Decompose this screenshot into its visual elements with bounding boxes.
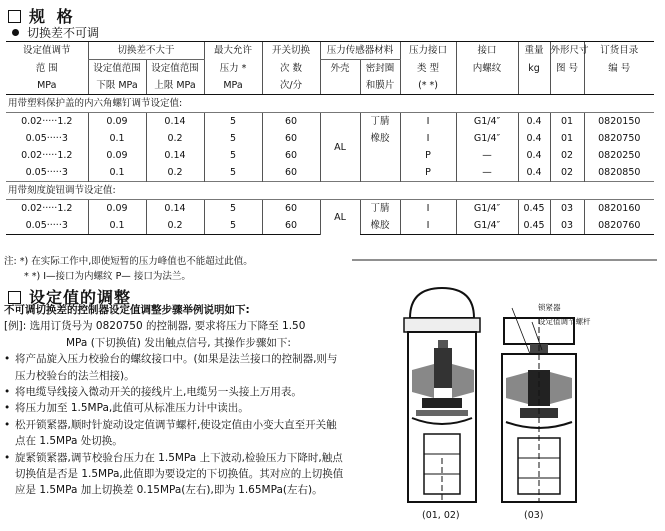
cell-maxp: 5: [204, 164, 262, 182]
intro-text: 不可调切换差的控制器设定值调整步骤举例说明如下:: [4, 304, 250, 316]
caption-right: (03): [524, 510, 544, 521]
bullet-icon: [12, 29, 19, 36]
table-header-row: MPa 下限 MPa 上限 MPa MPa 次/分 和膜片 (* *): [6, 77, 654, 95]
cell-conn: G1/4″: [456, 113, 518, 131]
label-lock-nut: 锁紧器: [538, 303, 561, 312]
table-row: [6, 200, 654, 218]
cell-housing: AL: [320, 113, 360, 182]
switch-cross-section-drawing: [352, 258, 662, 527]
cell-conn: G1/4″: [456, 130, 518, 147]
label-adjust-screw: 设定值调节螺杆: [538, 317, 591, 326]
cell-wt: 0.45: [518, 200, 550, 218]
cell-housing: AL: [320, 200, 360, 235]
cell-port: I: [400, 130, 456, 147]
cell-wt: 0.4: [518, 130, 550, 147]
table-header-row: 设定值调节 切换差不大于 最大允许 开关切换 压力传感器材料 压力接口 接口 重量 外形尺寸 订货目录: [6, 42, 654, 60]
adjust-procedure: [4, 302, 344, 499]
table-section-row: 用带塑料保护盖的内六角螺钉调节设定值:: [6, 95, 654, 113]
step-item: • 将产品旋入压力校验台的螺纹接口中。(如果是法兰接口的控制器,则与压力校验台的法兰相接)。: [4, 351, 344, 384]
table-body-a: [6, 113, 654, 182]
step-item: • 松开锁紧器,顺时针旋动设定值调节螺杆,使设定值由小变大直至开关触点在 1.5MPa 处切换。: [4, 417, 344, 450]
subtitle-nonadjustable: 切换差不可调: [12, 24, 99, 41]
cell-hi: 0.14: [146, 200, 204, 218]
cell-order: 0820250: [584, 147, 654, 164]
footnote: 注: *) 在实际工作中,即使短暂的压力峰值也不能超过此值。: [4, 256, 253, 267]
step-item: • 旋紧锁紧器,调节校验台压力在 1.5MPa 上下波动,检验压力下降时,触点切换值是否是 1.5MPa,此值即为要设定的下切换值。其对应的上切换值应是 1.5MPa 加上切换差 0.15MPa(左右),即为 1.65MPa(左右)。: [4, 450, 344, 499]
cell-dim: 02: [550, 164, 584, 182]
footnote: * *) I—接口为内螺纹 P— 接口为法兰。: [24, 271, 191, 282]
step-item: • 将电缆导线接入微动开关的接线片上,电缆另一头接上万用表。: [4, 384, 344, 400]
table-body-b: [6, 200, 654, 235]
table-header-row: 范 围 设定值范围 设定值范围 压力 * 次 数 外壳 密封圈 类 型 内螺纹 kg 图 号 编 号: [6, 60, 654, 78]
cell-range: 0.05·····3: [25, 167, 68, 178]
cell-lo: 0.09: [88, 113, 146, 131]
caption-left: (01, 02): [422, 510, 460, 521]
cell-dim: 01: [550, 130, 584, 147]
cell-dim: 02: [550, 147, 584, 164]
cell-seal: 橡胶: [360, 130, 400, 147]
cell-lo: 0.09: [88, 200, 146, 218]
cell-order: 0820750: [584, 130, 654, 147]
cell-maxp: 5: [204, 217, 262, 235]
cell-range: 0.05·····3: [25, 133, 68, 144]
cell-cyc: 60: [262, 217, 320, 235]
adjustment-figure: [352, 258, 662, 527]
cell-range: 0.02·····1.2: [21, 203, 73, 214]
cell-maxp: 5: [204, 130, 262, 147]
cell-port: P: [400, 164, 456, 182]
cell-order: 0820150: [584, 113, 654, 131]
cell-maxp: 5: [204, 200, 262, 218]
cell-hi: 0.2: [146, 130, 204, 147]
cell-seal: 丁腈: [360, 200, 400, 218]
cell-range: 0.02·····1.2: [21, 150, 73, 161]
cell-hi: 0.2: [146, 164, 204, 182]
table-section-row: 用带刻度旋钮调节设定值:: [6, 182, 654, 200]
cell-lo: 0.09: [88, 147, 146, 164]
cell-wt: 0.4: [518, 164, 550, 182]
cell-range: 0.05·····3: [6, 217, 88, 235]
section-heading-adjust: 设定值的调整: [8, 285, 131, 308]
cell-order: 0820760: [584, 217, 654, 235]
cell-lo: 0.1: [88, 130, 146, 147]
cell-port: I: [400, 113, 456, 131]
section-heading-spec: 规 格: [8, 4, 76, 27]
cell-order: 0820850: [584, 164, 654, 182]
cell-cyc: 60: [262, 200, 320, 218]
cell-dim: 03: [550, 200, 584, 218]
cell-port: I: [400, 200, 456, 218]
cell-conn: —: [456, 147, 518, 164]
spec-table: [6, 41, 654, 235]
cell-conn: —: [456, 164, 518, 182]
cell-cyc: 60: [262, 147, 320, 164]
sensor-cutaway-figure: [352, 260, 657, 502]
cell-cyc: 60: [262, 164, 320, 182]
cell-wt: 0.45: [518, 217, 550, 235]
cell-port: P: [400, 147, 456, 164]
table-row: [6, 113, 654, 131]
cell-dim: 01: [550, 113, 584, 131]
cell-maxp: 5: [204, 113, 262, 131]
cell-seal: 橡胶: [360, 217, 400, 235]
cell-hi: 0.14: [146, 113, 204, 131]
cell-wt: 0.4: [518, 147, 550, 164]
cell-lo: 0.1: [88, 164, 146, 182]
example-text: [例]: 选用订货号为 0820750 的控制器, 要求将压力下降至 1.50: [4, 320, 306, 333]
cell-dim: 03: [550, 217, 584, 235]
cell-lo: 0.1: [88, 217, 146, 235]
cell-seal: 丁腈: [360, 113, 400, 131]
cell-hi: 0.2: [146, 217, 204, 235]
cell-hi: 0.14: [146, 147, 204, 164]
step-item: • 将压力加至 1.5MPa,此值可从标准压力计中读出。: [4, 400, 344, 416]
cell-port: I: [400, 217, 456, 235]
cell-seal: [360, 164, 400, 182]
checkbox-square-icon: [8, 10, 21, 23]
cell-wt: 0.4: [518, 113, 550, 131]
cell-range: 0.02·····1.2: [21, 116, 73, 127]
example-text: MPa (下切换值) 发出触点信号, 其操作步骤如下:: [66, 336, 291, 349]
cell-cyc: 60: [262, 130, 320, 147]
step-list: [4, 351, 344, 499]
cell-cyc: 60: [262, 113, 320, 131]
cell-conn: G1/4″: [456, 200, 518, 218]
cell-maxp: 5: [204, 147, 262, 164]
cell-seal: [360, 147, 400, 164]
cell-order: 0820160: [584, 200, 654, 218]
cell-conn: G1/4″: [456, 217, 518, 235]
